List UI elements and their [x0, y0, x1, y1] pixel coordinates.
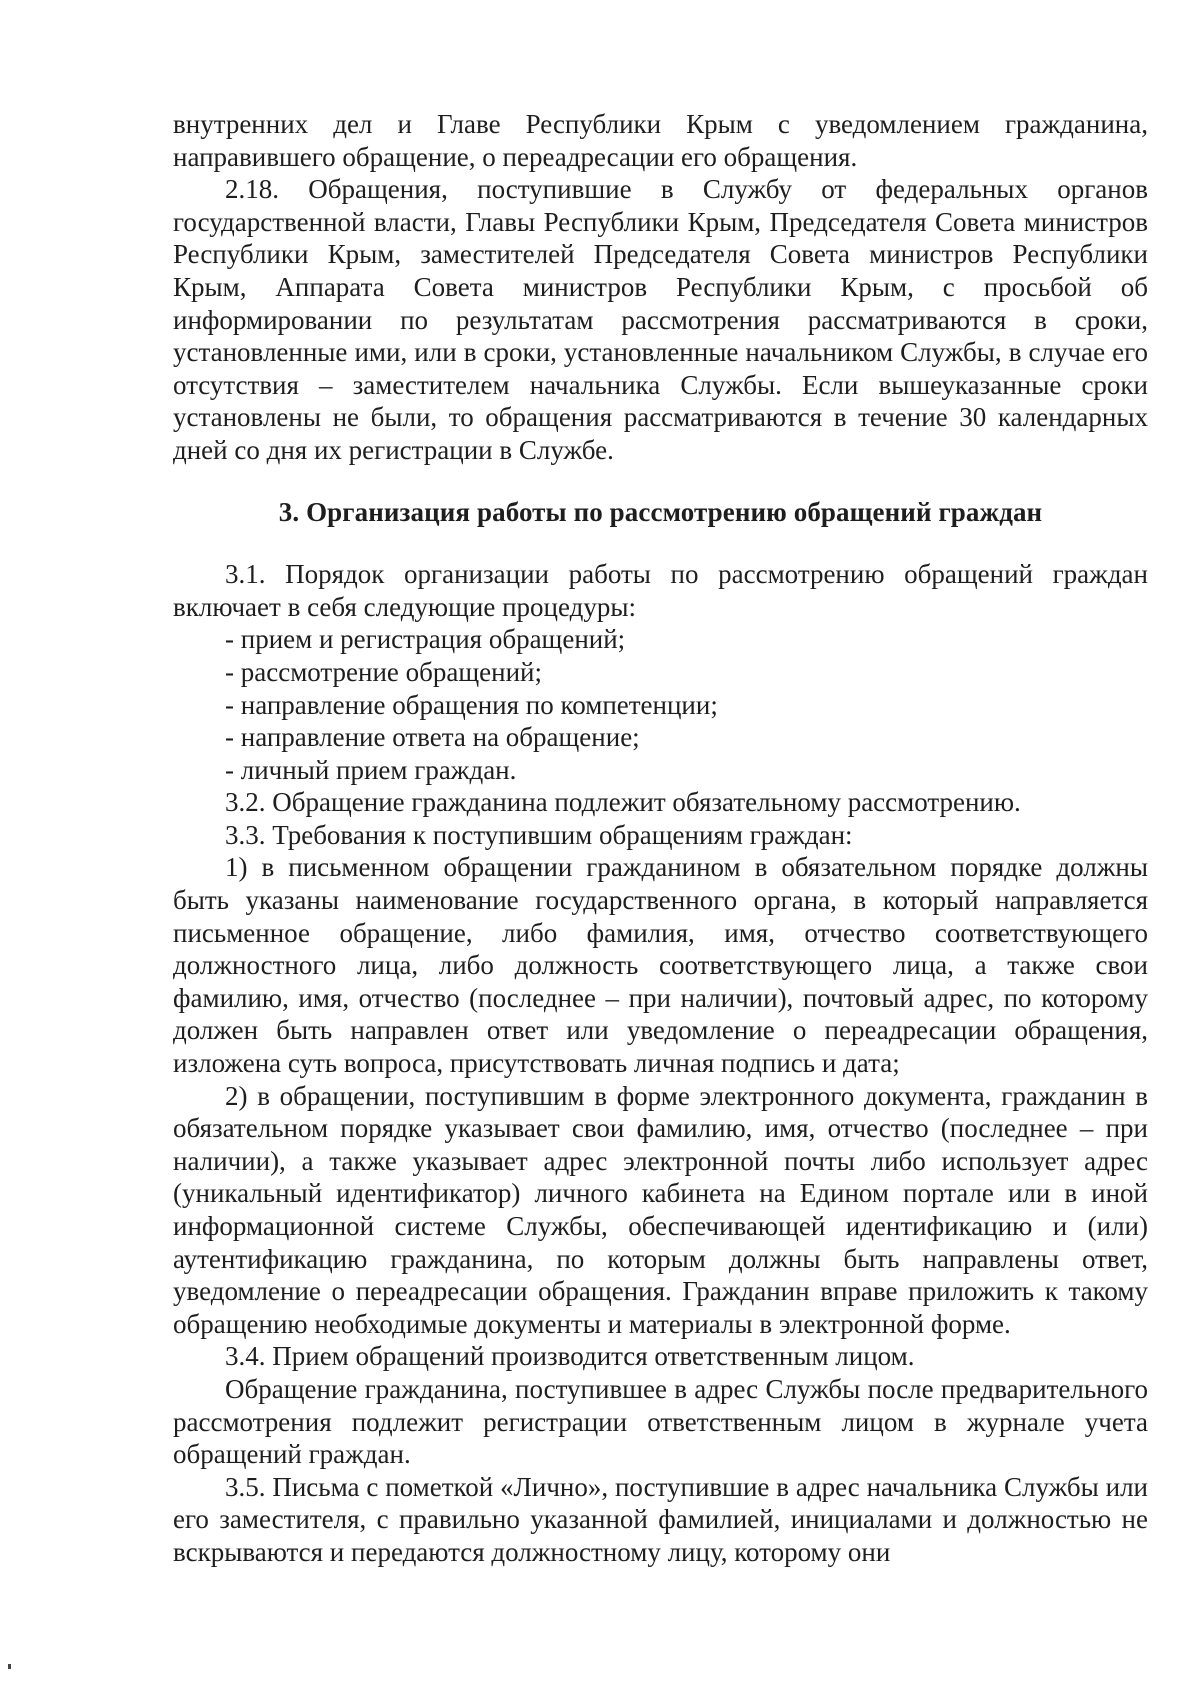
section-heading: 3. Организация работы по рассмотрению обращений граждан: [278, 496, 1043, 527]
procedure-item: - направление ответа на обращение;: [225, 722, 640, 753]
procedure-item: - рассмотрение обращений;: [225, 656, 543, 687]
paragraph-3-3-item-2: 2) в обращении, поступившим в форме электронного документа, гражданин в обязательном порядке указывает свои фамилию, имя, отчество (последнее – при наличии), а также указывает адрес электронной почты либо использует адрес (уникальный идентификатор) личного кабинета на Едином портале или в иной информационной системе Службы, обеспечивающей идентификацию и (или) аутентификацию гражданина, по которым должны быть направлены ответ, уведомление о переадресации обращения. Гражданин вправе приложить к такому обращению необходимые документы и материалы в электронной форме.: [173, 1080, 1148, 1339]
paragraph-2-18: 2.18. Обращения, поступившие в Службу от федеральных органов государственной власти, Главы Республики Крым, Председателя Совета министров Республики Крым, заместителей Председателя Совета министров Республики Крым, Аппарата Совета министров Республики Крым, с просьбой об информировании по результатам рассмотрения рассматриваются в сроки, установленные ими, или в сроки, установленные начальником Службы, в случае его отсутствия – заместителем начальника Службы. Если вышеуказанные сроки установлены не были, то обращения рассматриваются в течение 30 календарных дней со дня их регистрации в Службе.: [173, 174, 1148, 465]
paragraph-3-2: 3.2. Обращение гражданина подлежит обязательному рассмотрению.: [225, 787, 1021, 818]
paragraph-3-1: 3.1. Порядок организации работы по рассмотрению обращений граждан включает в себя следующие процедуры:: [173, 559, 1148, 622]
procedure-item: - прием и регистрация обращений;: [225, 624, 626, 655]
procedure-item: - направление обращения по компетенции;: [225, 689, 718, 720]
scan-artifact: [8, 1664, 11, 1669]
paragraph-3-4-registration: Обращение гражданина, поступившее в адрес Службы после предварительного рассмотрения подлежит регистрации ответственным лицом в журнале учета обращений граждан.: [173, 1373, 1148, 1470]
paragraph-3-4: 3.4. Прием обращений производится ответственным лицом.: [225, 1341, 915, 1372]
document-page: [173, 108, 1148, 1569]
procedure-item: - личный прием граждан.: [225, 754, 517, 785]
paragraph-3-5: 3.5. Письма с пометкой «Лично», поступившие в адрес начальника Службы или его заместителя, с правильно указанной фамилией, инициалами и должностью не вскрываются и передаются должностному лицу, которому они: [173, 1471, 1148, 1567]
paragraph-3-3: 3.3. Требования к поступившим обращениям граждан:: [225, 819, 853, 850]
paragraph-3-3-item-1: 1) в письменном обращении гражданином в обязательном порядке должны быть указаны наименование государственного органа, в который направляется письменное обращение, либо фамилия, имя, отчество соответствующего должностного лица, либо должность соответствующего лица, а также свои фамилию, имя, отчество (последнее – при наличии), почтовый адрес, по которому должен быть направлен ответ или уведомление о переадресации обращения, изложена суть вопроса, присутствовать личная подпись и дата;: [173, 852, 1148, 1079]
paragraph-continuation: внутренних дел и Главе Республики Крым с уведомлением гражданина, направившего обращение, о переадресации его обращения.: [173, 109, 1148, 172]
